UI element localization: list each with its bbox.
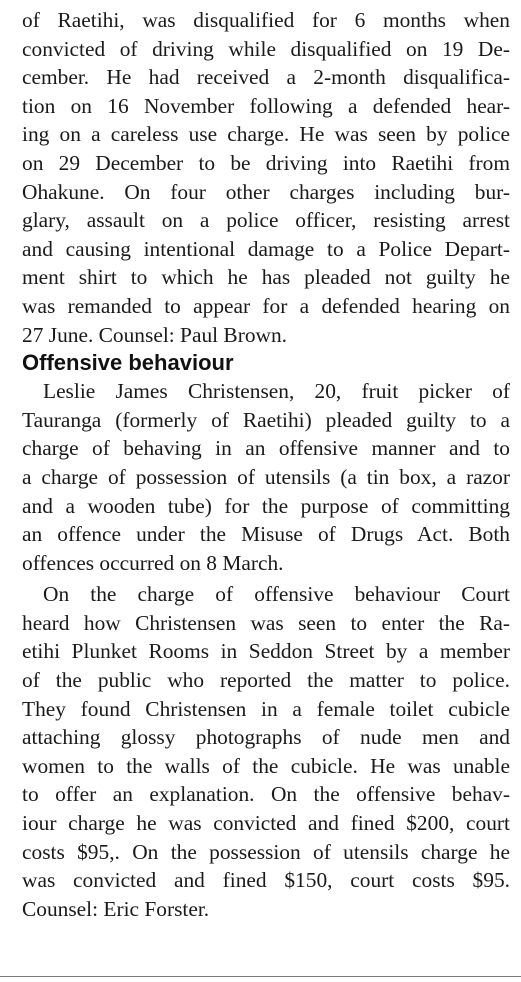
text-line: charge of behaving in an offensive manner and to: [22, 436, 510, 461]
text-line: Tauranga (formerly of Raetihi) pleaded guilty to a: [22, 407, 510, 432]
text-line: costs $95,. On the possession of utensils charge he: [22, 839, 510, 864]
text-line: 27 June. Counsel: Paul Brown.: [22, 322, 288, 347]
text-line: on 29 December to be driving into Raetihi from: [22, 150, 510, 175]
text-line: was convicted and fined $150, court costs $95.: [22, 868, 510, 893]
text-line: and a wooden tube) for the purpose of committing: [22, 493, 510, 518]
text-line: of Raetihi, was disqualified for 6 months when: [22, 8, 510, 32]
text-line: of the public who reported the matter to police.: [22, 668, 510, 693]
text-line: to offer an explanation. On the offensive behav-: [22, 782, 510, 807]
text-line: attaching glossy photographs of nude men and: [22, 725, 510, 750]
text-line: ing on a careless use charge. He was seen by police: [22, 122, 510, 147]
text-line: an offence under the Misuse of Drugs Act. Both: [22, 522, 510, 547]
text-line: convicted of driving while disqualified on 19 De-: [22, 36, 510, 61]
text-line: Leslie James Christensen, 20, fruit picker of: [43, 379, 510, 404]
text-line: Ohakune. On four other charges including bur-: [22, 179, 510, 204]
text-line: and causing intentional damage to a Police Depart-: [22, 236, 510, 261]
text-line: They found Christensen in a female toilet cubicle: [22, 696, 510, 721]
paragraph-offensive-behaviour-details: [22, 580, 510, 923]
text-line: ment shirt to which he has pleaded not guilty he: [22, 265, 510, 290]
section-heading: Offensive behaviour: [22, 350, 234, 376]
bottom-divider: [0, 976, 521, 977]
text-line: etihi Plunket Rooms in Seddon Street by a member: [22, 639, 510, 664]
text-line: a charge of possession of utensils (a tin box, a razor: [22, 464, 510, 489]
article-column: [22, 6, 510, 923]
text-line: glary, assault on a police officer, resisting arrest: [22, 208, 510, 233]
paragraph-raetihi-disqualification: [22, 6, 510, 349]
text-line: tion on 16 November following a defended hear-: [22, 93, 510, 118]
text-line: iour charge he was convicted and fined $200, court: [22, 811, 510, 836]
text-line: was remanded to appear for a defended hearing on: [22, 293, 510, 318]
text-line: heard how Christensen was seen to enter the Ra-: [22, 610, 510, 635]
text-line: offences occurred on 8 March.: [22, 550, 284, 575]
text-line: Counsel: Eric Forster.: [22, 896, 210, 921]
text-line: women to the walls of the cubicle. He was unable: [22, 753, 510, 778]
text-line: cember. He had received a 2-month disqualifica-: [22, 65, 510, 90]
text-line: On the charge of offensive behaviour Court: [43, 582, 510, 607]
paragraph-christensen-charges: [22, 377, 510, 577]
